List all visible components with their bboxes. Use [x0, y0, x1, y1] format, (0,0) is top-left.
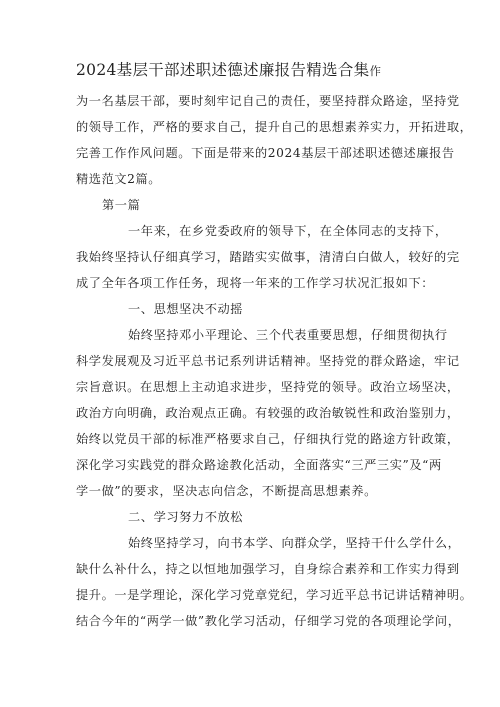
intro-line: 完善工作作风问题。下面是带来的2024基层干部述职述德述廉报告 [76, 146, 455, 160]
document-title [0, 62, 500, 79]
intro-line: 的领导工作，严格的要求自己，提升自己的思想素养实力，开拓进取， [76, 120, 473, 134]
paragraph-line: 成了全年各项工作任务，现将一年来的工作学习状况汇报如下： [76, 276, 435, 290]
paragraph-line: 一年来，在乡党委政府的领导下，在全体同志的支持下， [128, 224, 448, 238]
title-tail: 作 [369, 64, 382, 78]
paragraph-line: 缺什么补什么，持之以恒地加强学习，自身综合素养和工作实力得到 [76, 562, 460, 576]
paragraph-line: 始终坚持学习，向书本学、向群众学，坚持干什么学什么， [128, 536, 461, 550]
intro-line: 精选范文2篇。 [76, 172, 162, 186]
paragraph-line: 结合今年的“两学一做”教化学习活动，仔细学习党的各项理论学问， [76, 614, 461, 628]
paragraph-line: 我始终坚持认仔细真学习，踏踏实实做事，清清白白做人，较好的完 [76, 250, 460, 264]
paragraph-line: 始终以党员干部的标准严格要求自己，仔细执行党的路途方针政策， [76, 432, 460, 446]
paragraph-line: 深化学习实践党的群众路途教化活动，全面落实“三严三实”及“两 [76, 458, 442, 472]
paragraph-line: 宗旨意识。在思想上主动追求进步，坚持党的领导。政治立场坚决， [76, 380, 460, 394]
title-main: 2024基层干部述职述德述廉报告精选合集 [76, 61, 370, 79]
subheading: 一、思想坚决不动摇 [128, 302, 244, 316]
paragraph-line: 政治方向明确，政治观点正确。有较强的政治敏锐性和政治鉴别力， [76, 406, 460, 420]
section-heading: 第一篇 [102, 198, 141, 212]
paragraph-line: 学一做”的要求，坚决志向信念，不断提高思想素养。 [76, 484, 377, 498]
paragraph-line: 提升。一是学理论，深化学习党章党纪，学习近平总书记讲话精神明。 [76, 588, 473, 602]
paragraph-line: 科学发展观及习近平总书记系列讲话精神。坚持党的群众路途，牢记 [76, 354, 460, 368]
paragraph-line: 始终坚持邓小平理论、三个代表重要思想，仔细贯彻执行 [128, 328, 448, 342]
subheading: 二、学习努力不放松 [128, 510, 244, 524]
intro-line: 为一名基层干部，要时刻牢记自己的责任，要坚持群众路途，坚持党 [76, 94, 460, 108]
